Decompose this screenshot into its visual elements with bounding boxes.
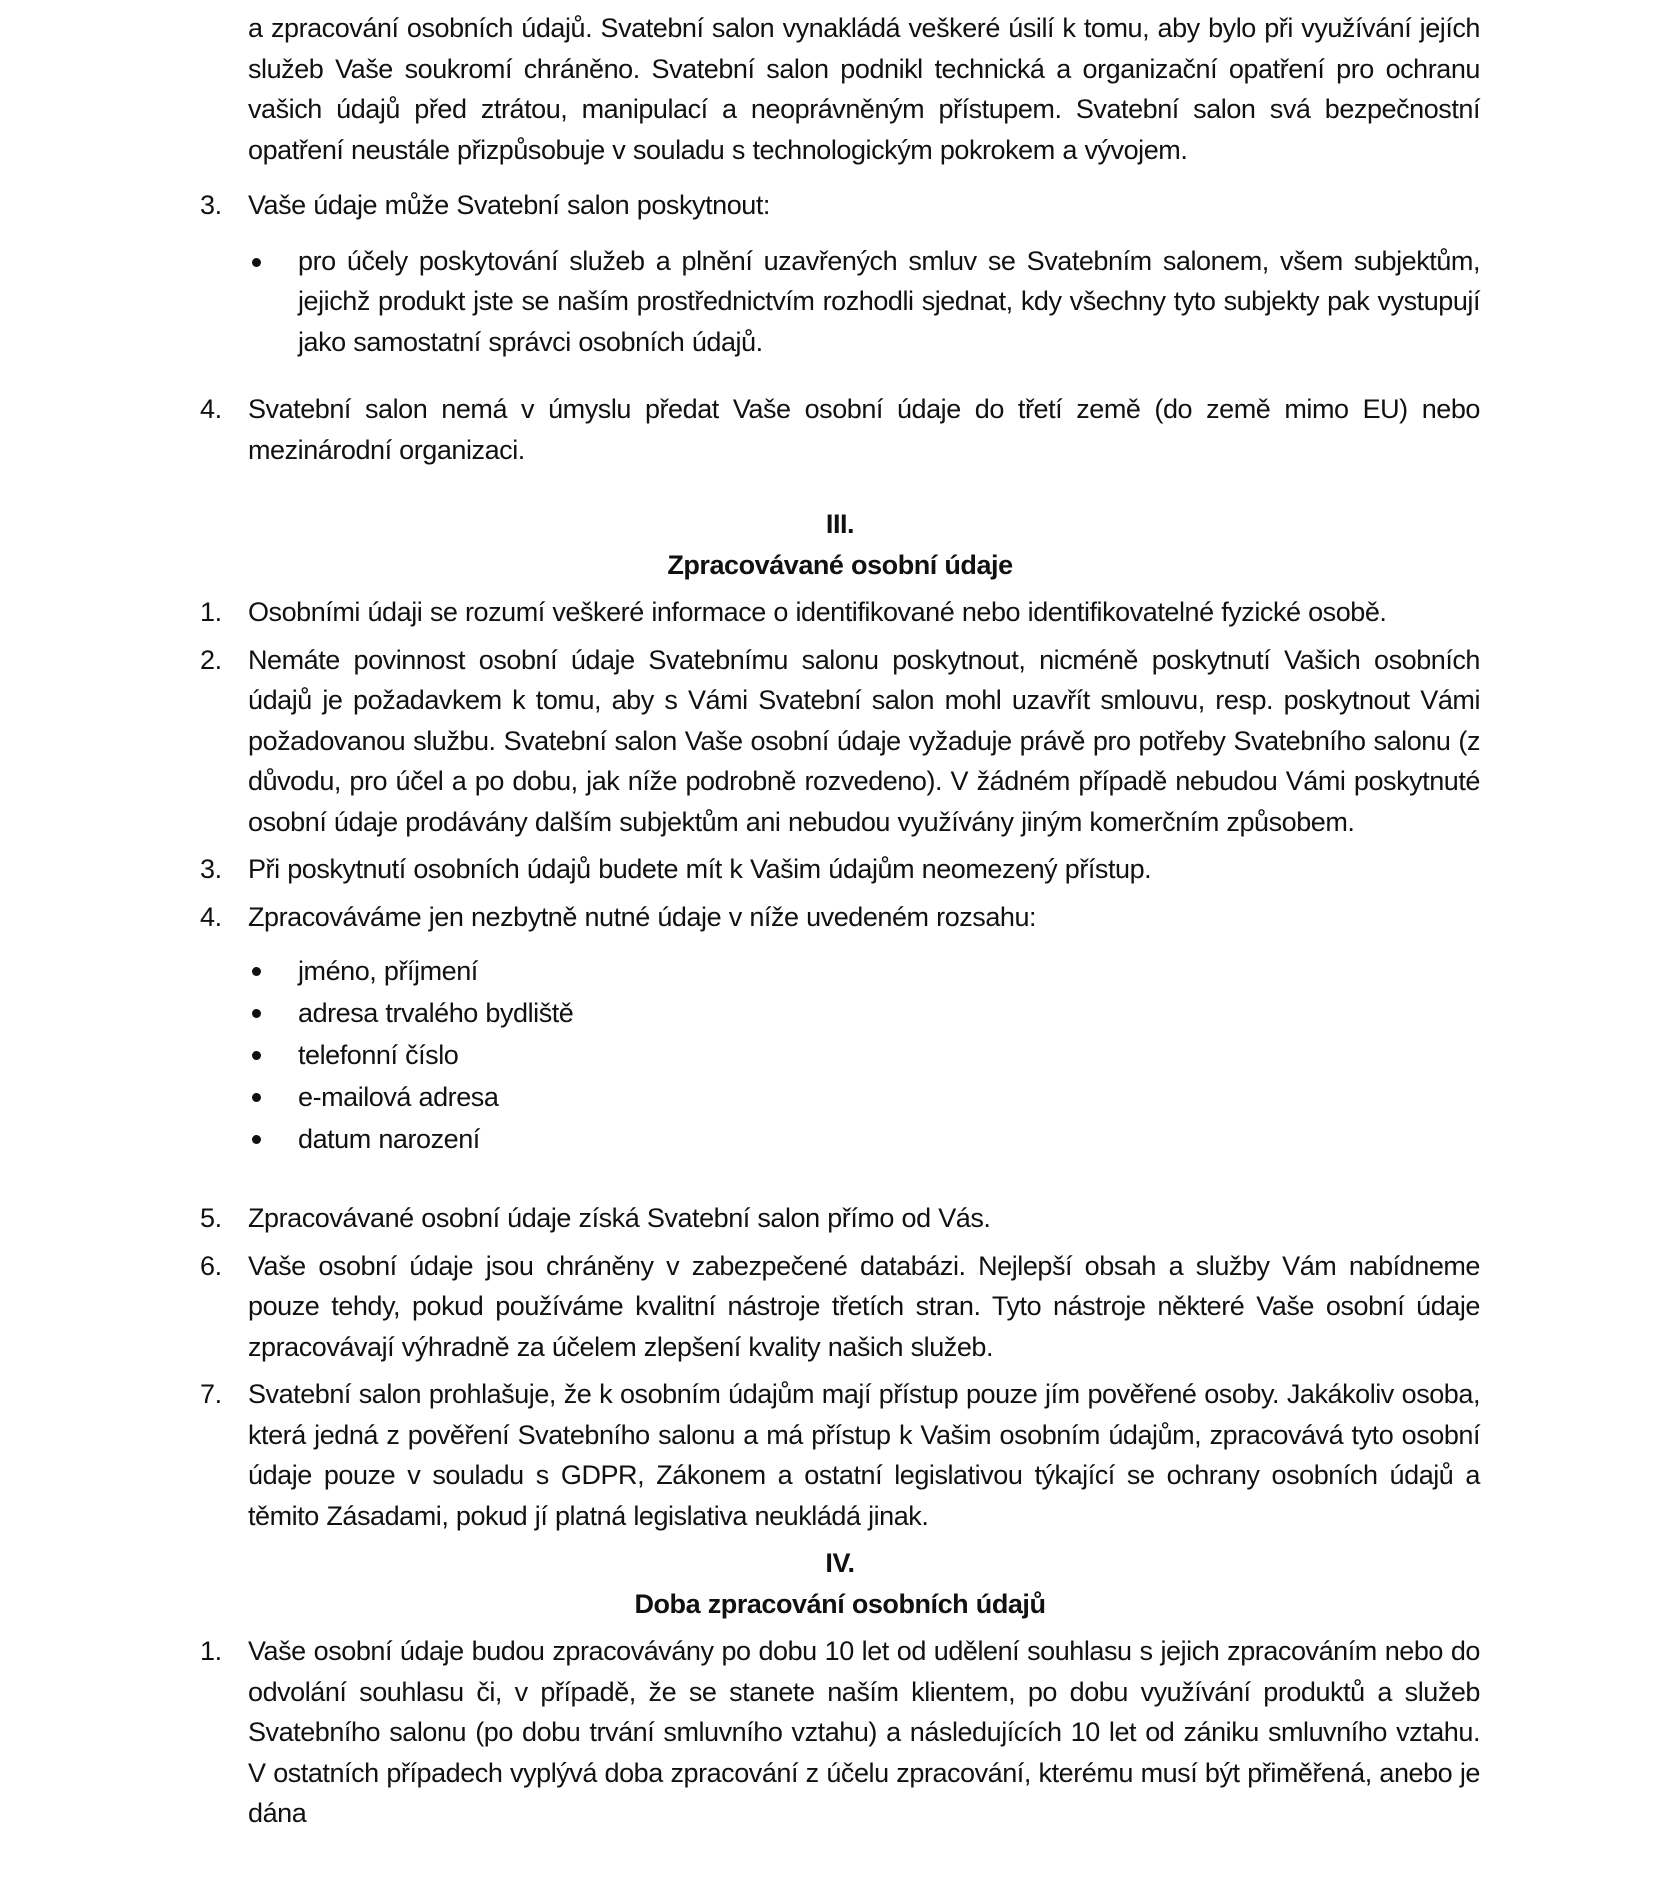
bullet-item <box>200 1076 1480 1118</box>
item-text: Při poskytnutí osobních údajů budete mít k Vašim údajům neomezený přístup. <box>248 854 1152 884</box>
list-item <box>200 389 1480 470</box>
bullet-icon <box>252 967 261 976</box>
item-number: 6. <box>200 1250 222 1281</box>
bullet-text: datum narození <box>298 1124 480 1154</box>
item-text: Svatební salon prohlašuje, že k osobním údajům mají přístup pouze jím pověřené osoby. Jakákoliv osoba, která jedná z pověření Svatebního salonu a má přístup k Vašim osobním údajům, zpracovává tyto osobní údaje pouze v souladu s GDPR, Zákonem a ostatní legislativou týkající se ochrany osobních údajů a těmito Zásadami, pokud jí platná legislativa neukládá jinak. <box>248 1379 1480 1531</box>
bullet-item <box>200 992 1480 1034</box>
bullet-list <box>200 241 1480 363</box>
item-number: 4. <box>200 394 222 424</box>
list-item <box>200 1198 1480 1239</box>
item-number: 3. <box>200 190 222 220</box>
list-item <box>200 1631 1480 1834</box>
list-item <box>200 1246 1480 1368</box>
item-text: Vaše údaje může Svatební salon poskytnout: <box>248 190 770 220</box>
bullet-text: adresa trvalého bydliště <box>298 998 574 1028</box>
bullet-text: telefonní číslo <box>298 1040 459 1070</box>
item-number: 1. <box>200 1636 222 1666</box>
section-number: IV. <box>825 1548 855 1578</box>
document-body <box>200 8 1480 1834</box>
item-number: 4. <box>200 901 222 932</box>
bullet-item <box>200 1118 1480 1160</box>
list-item <box>200 849 1480 890</box>
bullet-icon <box>252 1009 261 1018</box>
list-item <box>200 640 1480 843</box>
list-item <box>200 592 1480 633</box>
bullet-list <box>200 950 1480 1160</box>
item-text: Vaše osobní údaje budou zpracovávány po dobu 10 let od udělení souhlasu s jejich zpracováním nebo do odvolání souhlasu či, v případě, že se stanete naším klientem, po dobu využívání produktů a služeb Svatebního salonu (po dobu trvání smluvního vztahu) a následujících 10 let od zániku smluvního vztahu. V ostatních případech vyplývá doba zpracování z účelu zpracování, kterému musí být přiměřená, anebo je dána <box>248 1636 1480 1828</box>
item-number: 5. <box>200 1203 222 1233</box>
section-title: Zpracovávané osobní údaje <box>667 549 1013 580</box>
item-number: 7. <box>200 1379 222 1409</box>
bullet-icon <box>252 1051 261 1060</box>
intro-paragraph: a zpracování osobních údajů. Svatební salon vynakládá veškeré úsilí k tomu, aby bylo při využívání jejích služeb Vaše soukromí chráněno. Svatební salon podnikl technická a organizační opatření pro ochranu vašich údajů před ztrátou, manipulací a neoprávněným přístupem. Svatební salon svá bezpečnostní opatření neustále přizpůsobuje v souladu s technologickým pokrokem a vývojem. <box>248 13 1480 165</box>
bullet-icon <box>252 1093 261 1102</box>
item-text: Svatební salon nemá v úmyslu předat Vaše osobní údaje do třetí země (do země mimo EU) nebo mezinárodní organizaci. <box>248 394 1480 465</box>
list-item <box>200 897 1480 938</box>
list-item <box>200 185 1480 226</box>
item-number: 2. <box>200 644 222 675</box>
item-text: Vaše osobní údaje jsou chráněny v zabezpečené databázi. Nejlepší obsah a služby Vám nabídneme pouze tehdy, pokud používáme kvalitní nástroje třetích stran. Tyto nástroje některé Vaše osobní údaje zpracovávají výhradně za účelem zlepšení kvality našich služeb. <box>248 1250 1480 1362</box>
section-number: III. <box>825 509 855 539</box>
bullet-text: e-mailová adresa <box>298 1082 499 1112</box>
bullet-icon <box>252 258 261 267</box>
item-number: 3. <box>200 854 222 884</box>
bullet-text: jméno, příjmení <box>298 956 478 986</box>
list-item <box>200 1374 1480 1536</box>
item-number: 1. <box>200 597 222 627</box>
item-text: Zpracovávané osobní údaje získá Svatební salon přímo od Vás. <box>248 1203 991 1233</box>
section-title: Doba zpracování osobních údajů <box>634 1588 1046 1619</box>
bullet-item <box>200 950 1480 992</box>
item-text: Nemáte povinnost osobní údaje Svatebnímu salonu poskytnout, nicméně poskytnutí Vašich osobních údajů je požadavkem k tomu, aby s Vámi Svatební salon mohl uzavřít smlouvu, resp. poskytnout Vámi požadovanou službu. Svatební salon Vaše osobní údaje vyžaduje právě pro potřeby Svatebního salonu (z důvodu, pro účel a po dobu, jak níže podrobně rozvedeno). V žádném případě nebudou Vámi poskytnuté osobní údaje prodávány dalším subjektům ani nebudou využívány jiným komerčním způsobem. <box>248 644 1480 837</box>
bullet-item <box>200 1034 1480 1076</box>
bullet-icon <box>252 1135 261 1144</box>
bullet-text: pro účely poskytování služeb a plnění uzavřených smluv se Svatebním salonem, všem subjektům, jejichž produkt jste se naším prostřednictvím rozhodli sjednat, kdy všechny tyto subjekty pak vystupují jako samostatní správci osobních údajů. <box>298 245 1480 357</box>
bullet-item <box>200 241 1480 363</box>
item-text: Osobními údaji se rozumí veškeré informace o identifikované nebo identifikovatelné fyzické osobě. <box>248 597 1387 627</box>
item-text: Zpracováváme jen nezbytně nutné údaje v níže uvedeném rozsahu: <box>248 901 1037 932</box>
